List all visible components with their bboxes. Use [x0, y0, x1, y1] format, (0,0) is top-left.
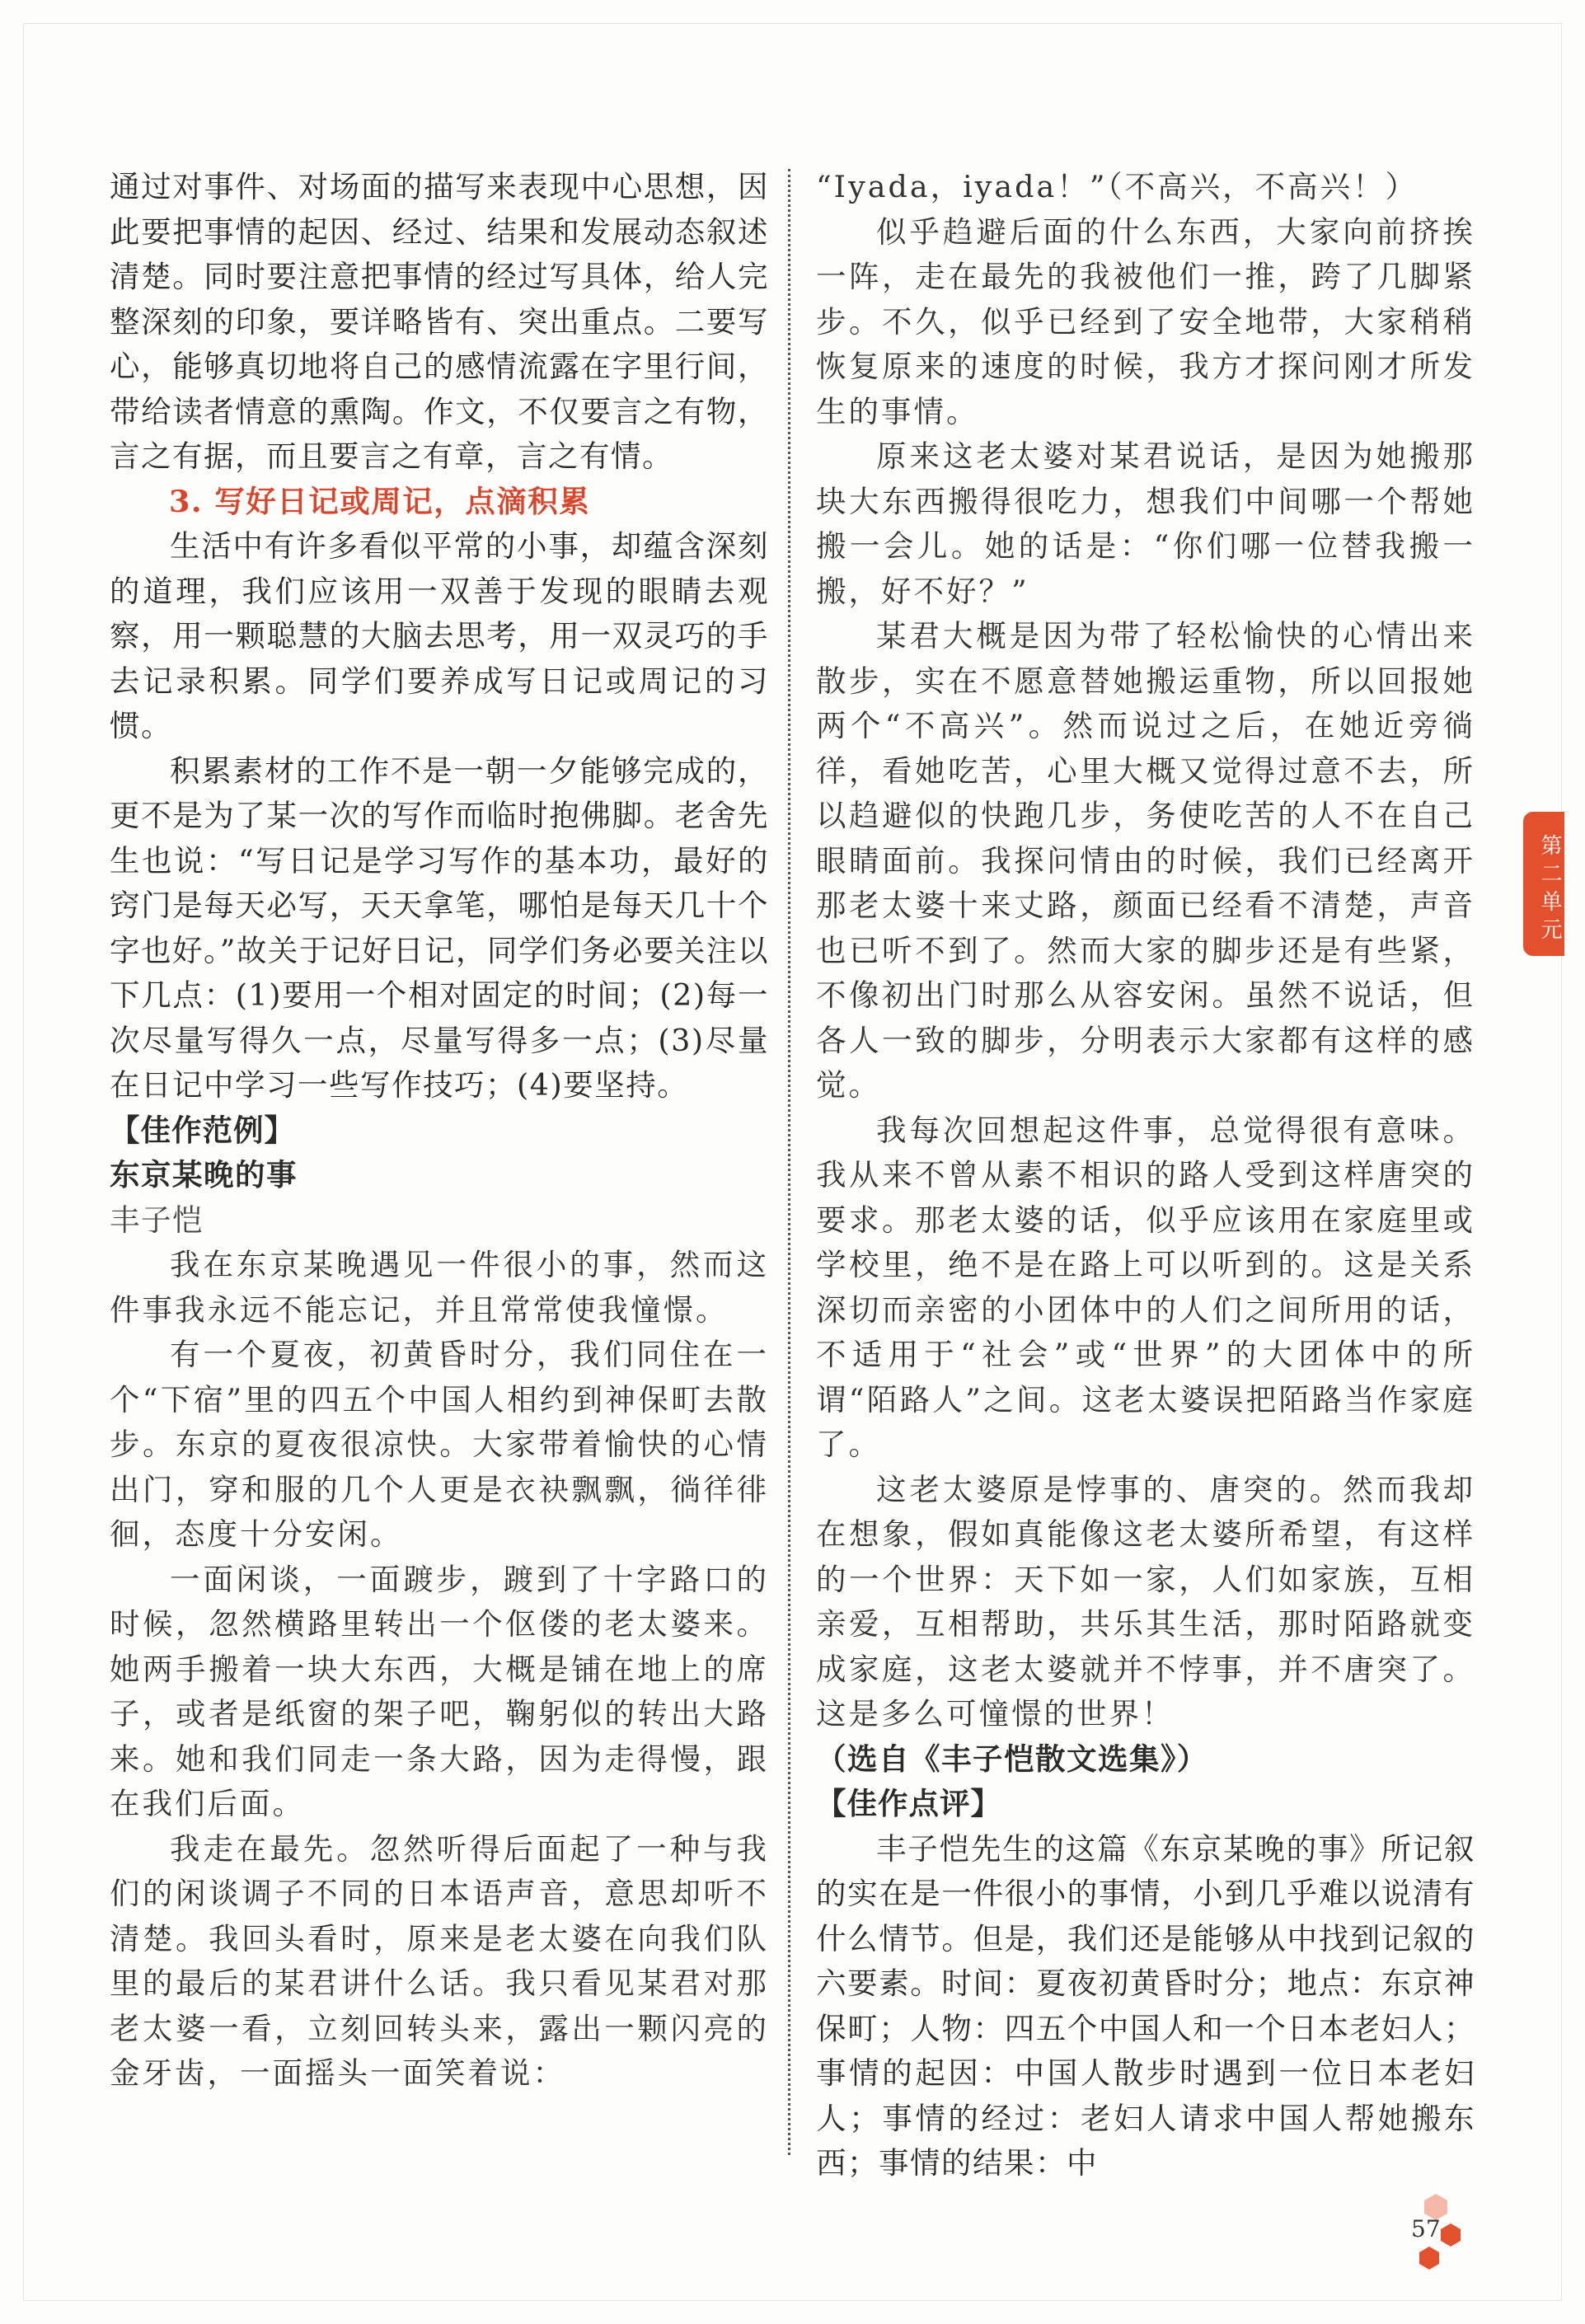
essay-paragraph: 一面闲谈，一面踱步，踱到了十字路口的时候，忽然横路里转出一个伛偻的老太婆来。她两手搬着一块大东西，大概是铺在地上的席子，或者是纸窗的架子吧，鞠躬似的转出大路来。她和我们同走一条大路，因为走得慢，跟在我们后面。: [110, 1561, 769, 1821]
left-column: [110, 165, 769, 2097]
essay-paragraph: 我每次回想起这件事，总觉得很有意味。我从来不曾从素不相识的路人受到这样唐突的要求。那老太婆的话，似乎应该用在家庭里或学校里，绝不是在路上可以听到的。这是关系深切而亲密的小团体中的人们之间所用的话，不适用于“社会”或“世界”的大团体中的所谓“陌路人”之间。这老太婆误把陌路当作家庭了。: [816, 1112, 1475, 1462]
review-paragraph: 丰子恺先生的这篇《东京某晚的事》所记叙的实在是一件很小的事情，小到几乎难以说清有什么情节。但是，我们还是能够从中找到记叙的六要素。时间：夏夜初黄昏时分；地点：东京神保町；人物：四五个中国人和一个日本老妇人；事情的起因：中国人散步时遇到一位日本老妇人；事情的经过：老妇人请求中国人帮她搬东西；事情的结果：中: [816, 1830, 1475, 2181]
right-column: [816, 165, 1475, 2186]
essay-paragraph: 我在东京某晚遇见一件很小的事，然而这件事我永远不能忘记，并且常常使我憧憬。: [110, 1247, 769, 1328]
essay-paragraph: 似乎趋避后面的什么东西，大家向前挤挨一阵，走在最先的我被他们一推，跨了几脚紧步。不久，似乎已经到了安全地带，大家稍稍恢复原来的速度的时候，我方才探问刚才所发生的事情。: [816, 213, 1475, 429]
essay-author: 丰子恺: [110, 1202, 204, 1238]
paragraph: 生活中有许多看似平常的小事，却蕴含深刻的道理，我们应该用一双善于发现的眼睛去观察，用一颗聪慧的大脑去思考，用一双灵巧的手去记录积累。同学们要养成写日记或周记的习惯。: [110, 528, 769, 743]
review-label: 【佳作点评】: [816, 1786, 1001, 1821]
essay-paragraph: 原来这老太婆对某君说话，是因为她搬那块大东西搬得很吃力，想我们中间哪一个帮她搬一会儿。她的话是：“你们哪一位替我搬一搬，好不好？”: [816, 438, 1475, 609]
section-subheading: 3. 写好日记或周记，点滴积累: [169, 483, 591, 519]
essay-paragraph: “Iyada，iyada！”（不高兴，不高兴！）: [816, 169, 1419, 204]
essay-paragraph: 有一个夏夜，初黄昏时分，我们同住在一个“下宿”里的四五个中国人相约到神保町去散步。东京的夏夜很凉快。大家带着愉快的心情出门，穿和服的几个人更是衣袂飘飘，徜徉徘徊，态度十分安闲。: [110, 1337, 769, 1552]
essay-paragraph: 我走在最先。忽然听得后面起了一种与我们的闲谈调子不同的日本语声音，意思却听不清楚。我回头看时，原来是老太婆在向我们队里的最后的某君讲什么话。我只看见某君对那老太婆一看，立刻回转头来，露出一颗闪亮的金牙齿，一面摇头一面笑着说：: [110, 1830, 769, 2091]
chapter-side-tab: 第二单元: [1523, 812, 1564, 956]
page-number: 57: [1411, 2215, 1441, 2242]
paragraph: 通过对事件、对场面的描写来表现中心思想，因此要把事情的起因、经过、结果和发展动态叙述清楚。同时要注意把事情的经过写具体，给人完整深刻的印象，要详略皆有、突出重点。二要写心，能够真切地将自己的感情流露在字里行间，带给读者情意的熏陶。作文，不仅要言之有物，言之有据，而且要言之有章，言之有情。: [110, 169, 769, 474]
paragraph: 积累素材的工作不是一朝一夕能够完成的，更不是为了某一次的写作而临时抱佛脚。老舍先生也说：“写日记是学习写作的基本功，最好的窍门是每天必写，天天拿笔，哪怕是每天几十个字也好。”故关于记好日记，同学们务必要关注以下几点：(1)要用一个相对固定的时间；(2)每一次尽量写得久一点，尽量写得多一点；(3)尽量在日记中学习一些写作技巧；(4)要坚持。: [110, 752, 769, 1103]
column-divider: [788, 169, 790, 2155]
essay-paragraph: 这老太婆原是悖事的、唐突的。然而我却在想象，假如真能像这老太婆所希望，有这样的一个世界：天下如一家，人们如家族，互相亲爱，互相帮助，共乐其生活，那时陌路就变成家庭，这老太婆就并不悖事，并不唐突了。这是多么可憧憬的世界！: [816, 1471, 1475, 1731]
essay-source: （选自《丰子恺散文选集》）: [816, 1741, 1208, 1777]
essay-title: 东京某晚的事: [110, 1157, 298, 1192]
example-label: 【佳作范例】: [110, 1112, 295, 1148]
essay-paragraph: 某君大概是因为带了轻松愉快的心情出来散步，实在不愿意替她搬运重物，所以回报她两个“不高兴”。然而说过之后，在她近旁徜徉，看她吃苦，心里大概又觉得过意不去，所以趋避似的快跑几步，务使吃苦的人不在自己眼睛面前。我探问情由的时候，我们已经离开那老太婆十来丈路，颜面已经看不清楚，声音也已听不到了。然而大家的脚步还是有些紧，不像初出门时那么从容安闲。虽然不说话，但各人一致的脚步，分明表示大家都有这样的感觉。: [816, 618, 1475, 1103]
